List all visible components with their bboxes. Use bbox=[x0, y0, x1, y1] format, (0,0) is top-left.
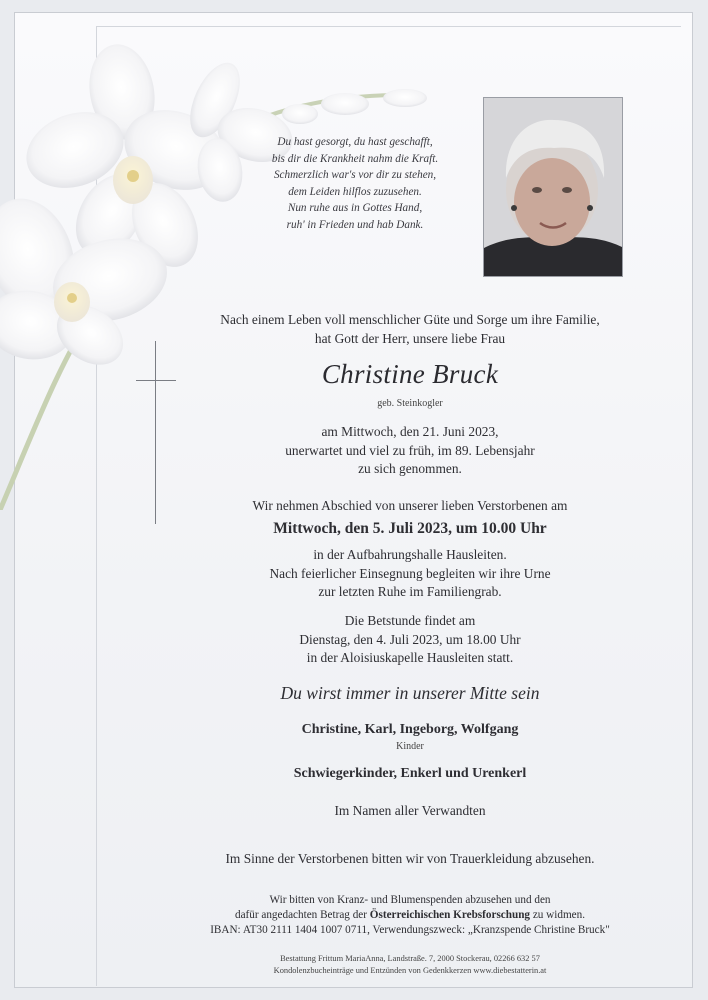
prayer-info-line: in der Aloisiuskapelle Hausleiten statt. bbox=[306, 650, 514, 666]
funeral-info-line: zur letzten Ruhe im Familiengrab. bbox=[318, 584, 502, 600]
motto: Du wirst immer in unserer Mitte sein bbox=[280, 683, 540, 703]
poem-line: dem Leiden hilflos zuzusehen. bbox=[288, 185, 422, 198]
poem-line: Nun ruhe aus in Gottes Hand, bbox=[287, 202, 423, 215]
poem-line: ruh' in Frieden und hab Dank. bbox=[286, 218, 424, 231]
donation-text: dafür angedachten Betrag der bbox=[234, 909, 370, 922]
mourning-request: Im Sinne der Verstorbenen bitten wir von Trauerkleidung abzusehen. bbox=[225, 851, 595, 866]
poem-line: Schmerzlich war's vor dir zu stehen, bbox=[273, 169, 437, 182]
funeral-info-line: Nach feierlicher Einsegnung begleiten wir ihre Urne bbox=[269, 565, 551, 581]
donation-line bbox=[180, 908, 640, 923]
undertaker-line: Bestattung Frittum MariaAnna, Landstraße. 7, 2000 Stockerau, 02266 632 57 bbox=[280, 954, 540, 963]
funeral-info-line: in der Aufbahrungshalle Hausleiten. bbox=[313, 547, 507, 562]
undertaker-info bbox=[180, 953, 640, 977]
death-info-line: zu sich genommen. bbox=[358, 461, 462, 477]
cross-horizontal bbox=[136, 380, 176, 381]
death-info-line: unerwartet und viel zu früh, im 89. Lebensjahr bbox=[285, 442, 535, 458]
death-info bbox=[180, 423, 640, 479]
intro-line: hat Gott der Herr, unsere liebe Frau bbox=[314, 330, 506, 346]
children-names: Christine, Karl, Ingeborg, Wolfgang bbox=[301, 722, 519, 737]
donation-text: zu widmen. bbox=[530, 909, 586, 922]
portrait-photo bbox=[483, 97, 623, 277]
donation-note bbox=[180, 893, 640, 939]
death-info-line: am Mittwoch, den 21. Juni 2023, bbox=[321, 424, 499, 439]
deceased-name: Christine Bruck bbox=[321, 359, 499, 389]
charity-name: Österreichischen Krebsforschung bbox=[369, 909, 531, 922]
intro bbox=[180, 311, 640, 348]
funeral-info bbox=[180, 546, 640, 602]
poem-line: bis dir die Krankheit nahm die Kraft. bbox=[271, 152, 439, 165]
funeral-date: Mittwoch, den 5. Juli 2023, um 10.00 Uhr bbox=[273, 520, 547, 537]
prayer-info-line: Die Betstunde findet am bbox=[344, 613, 476, 628]
family-members: Schwiegerkinder, Enkerl und Urenkerl bbox=[293, 766, 527, 781]
intro-line: Nach einem Leben voll menschlicher Güte und Sorge um ihre Familie, bbox=[220, 312, 600, 327]
poem-line: Du hast gesorgt, du hast geschafft, bbox=[277, 136, 433, 148]
donation-line: Wir bitten von Kranz- und Blumenspenden abzusehen und den bbox=[269, 894, 551, 906]
prayer-info-line: Dienstag, den 4. Juli 2023, um 18.00 Uhr bbox=[299, 631, 521, 647]
maiden-name: geb. Steinkogler bbox=[377, 398, 443, 409]
undertaker-line: Kondolenzbucheinträge und Entzünden von Gedenkkerzen www.diebestatterin.at bbox=[273, 966, 547, 975]
cross-vertical bbox=[155, 341, 156, 524]
poem bbox=[250, 134, 460, 234]
iban-line: IBAN: AT30 2111 1404 1007 0711, Verwendungszweck: „Kranzspende Christine Bruck" bbox=[210, 924, 610, 937]
relatives: Im Namen aller Verwandten bbox=[334, 803, 486, 818]
children-label: Kinder bbox=[396, 741, 424, 752]
prayer-info bbox=[180, 612, 640, 668]
farewell-intro: Wir nehmen Abschied von unserer lieben Verstorbenen am bbox=[252, 498, 568, 513]
